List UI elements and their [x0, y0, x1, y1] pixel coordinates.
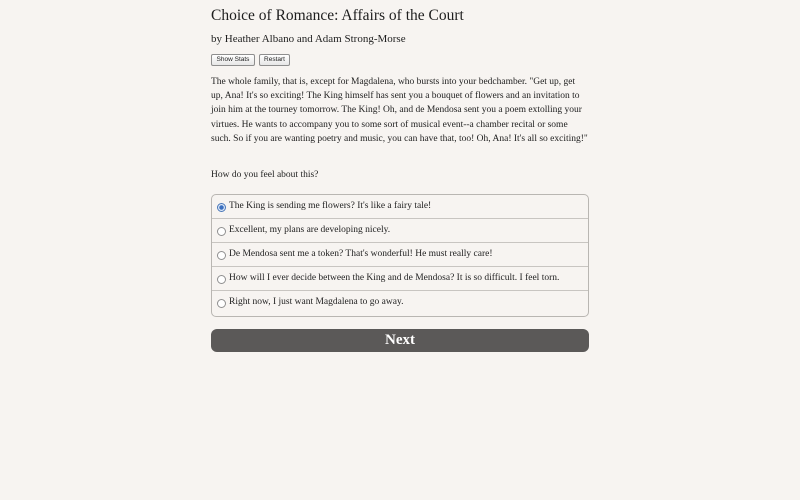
game-title: Choice of Romance: Affairs of the Court	[211, 7, 464, 24]
radio-button[interactable]	[217, 227, 226, 236]
radio-button[interactable]	[217, 203, 226, 212]
show-stats-button[interactable]: Show Stats	[211, 54, 255, 66]
radio-button[interactable]	[217, 275, 226, 284]
story-text: The whole family, that is, except for Magdalena, who bursts into your bedchamber. "Get up, get up, Ana! It's so exciting! The King himself has sent you a bouquet of flowers and an invitation to join him at the tourney tomorrow. The King! Oh, and de Mendosa sent you a poem extolling your virtues. He wants to accompany you to some sort of musical event--a chamber recital or some such. So if you are wanting poetry and music, you can have that, too! Oh, Ana! It's all so exciting!"	[211, 77, 588, 144]
choice-option[interactable]	[212, 195, 588, 219]
radio-button[interactable]	[217, 299, 226, 308]
restart-button[interactable]: Restart	[259, 54, 290, 66]
choice-label: De Mendosa sent me a token? That's wonderful! He must really care!	[229, 249, 493, 259]
choice-option[interactable]	[212, 219, 588, 243]
choice-option[interactable]	[212, 267, 588, 291]
choice-label: How will I ever decide between the King and de Mendosa? It is so difficult. I feel torn.	[229, 273, 560, 283]
choice-label: The King is sending me flowers? It's like a fairy tale!	[229, 201, 432, 211]
radio-button[interactable]	[217, 251, 226, 260]
choice-list	[211, 194, 589, 317]
next-button[interactable]: Next	[211, 329, 589, 352]
choice-label: Excellent, my plans are developing nicely.	[229, 225, 391, 235]
choice-prompt: How do you feel about this?	[211, 170, 319, 180]
choice-option[interactable]	[212, 291, 588, 315]
game-author: by Heather Albano and Adam Strong-Morse	[211, 33, 406, 45]
choice-label: Right now, I just want Magdalena to go away.	[229, 297, 404, 307]
choice-option[interactable]	[212, 243, 588, 267]
